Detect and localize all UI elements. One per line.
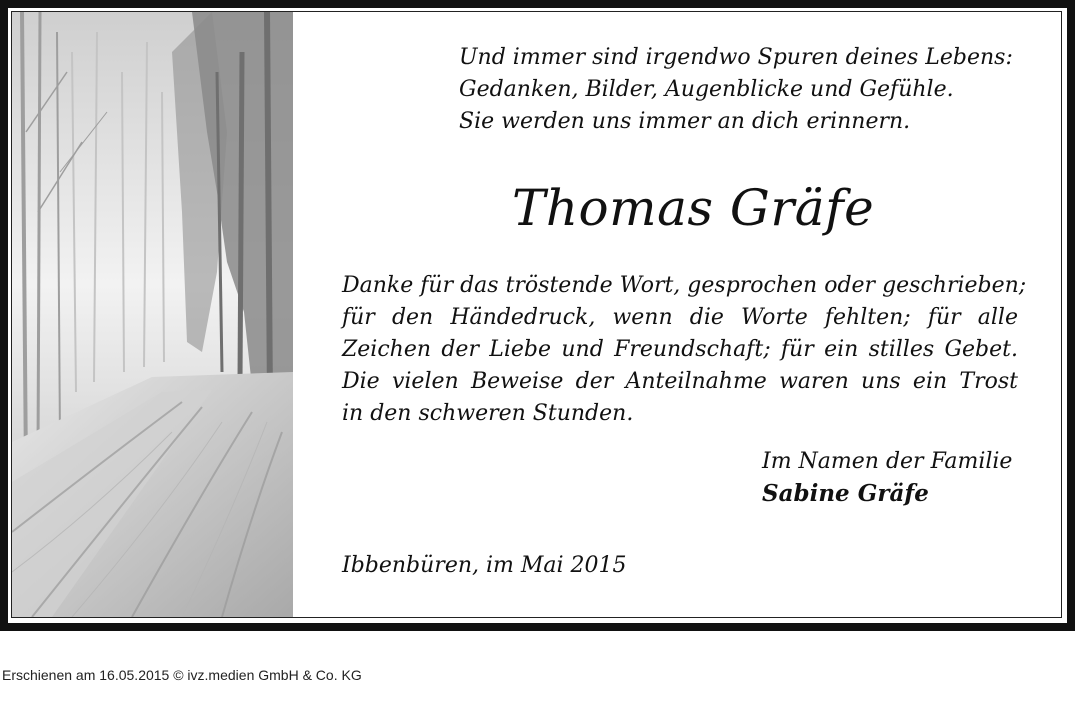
thanks-line: in den schweren Stunden.: [342, 401, 634, 426]
poem-line: Sie werden uns immer an dich erinnern.: [459, 109, 911, 134]
deceased-name: Thomas Gräfe: [512, 179, 875, 237]
notice-border: [8, 8, 1067, 623]
poem-line: Gedanken, Bilder, Augenblicke und Gefühle.: [459, 77, 954, 102]
misty-forest-path-image: [12, 12, 293, 617]
family-line: Im Namen der Familie: [762, 449, 1013, 474]
memorial-poem: [459, 42, 1013, 138]
thanks-paragraph: [342, 270, 1027, 430]
place-date: Ibbenbüren, im Mai 2015: [342, 553, 627, 578]
thanks-line: Die vielen Beweise der Anteilnahme waren uns ein Trost: [342, 369, 1018, 394]
notice-frame: [11, 11, 1062, 618]
thanks-line: Danke für das tröstende Wort, gesprochen oder geschrieben;: [342, 273, 1027, 298]
thanks-line: für den Händedruck, wenn die Worte fehlten; für alle: [342, 305, 1018, 330]
thanks-line: Zeichen der Liebe und Freundschaft; für ein stilles Gebet.: [342, 337, 1018, 362]
publication-footer: Erschienen am 16.05.2015 © ivz.medien GmbH & Co. KG: [2, 667, 362, 683]
poem-line: Und immer sind irgendwo Spuren deines Lebens:: [459, 45, 1013, 70]
signer-name: Sabine Gräfe: [762, 480, 929, 507]
